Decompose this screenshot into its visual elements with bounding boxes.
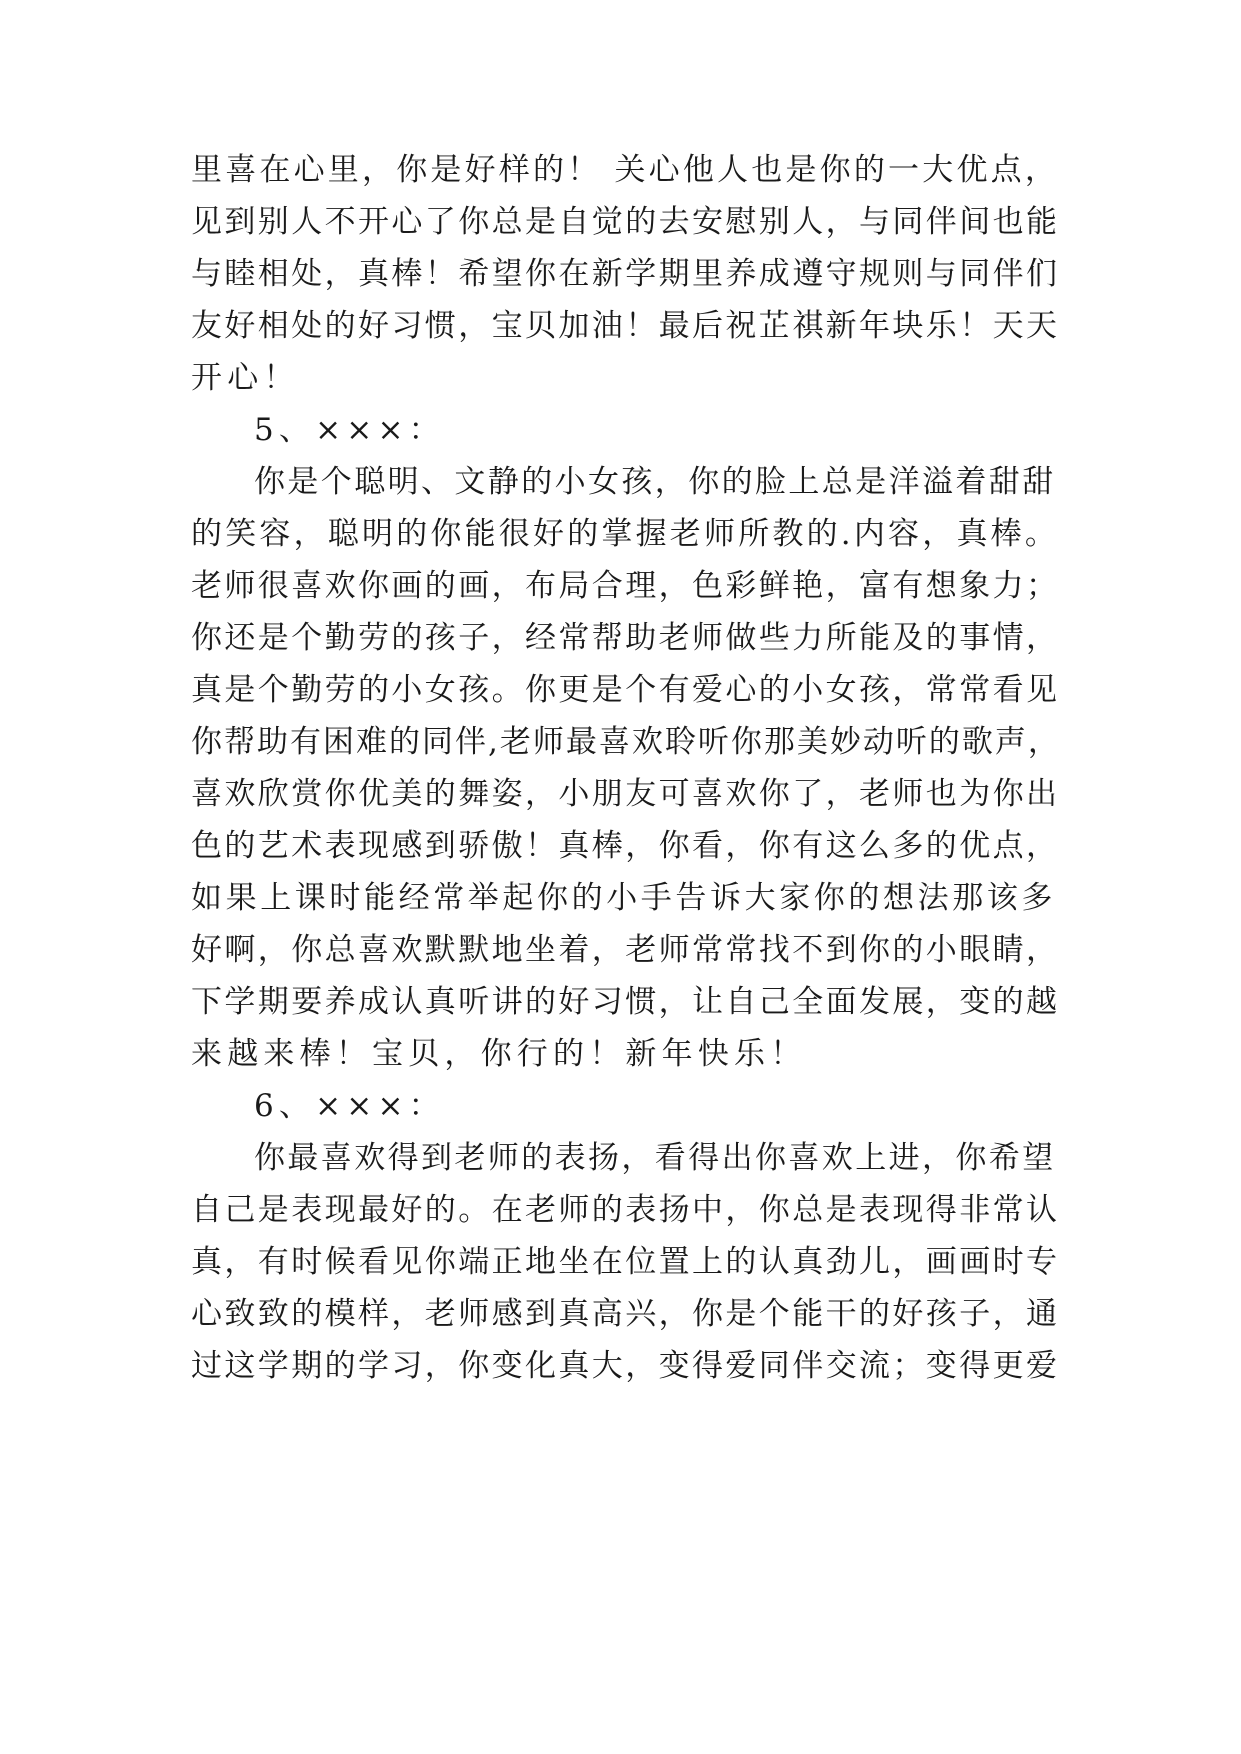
section-heading: 5、×××：: [254, 412, 445, 448]
text-line: 你还是个勤劳的孩子，经常帮助老师做些力所能及的事情，: [191, 620, 1060, 656]
text-line: 好啊，你总喜欢默默地坐着，老师常常找不到你的小眼睛，: [191, 932, 1060, 968]
text-line: 开心！: [191, 360, 300, 396]
text-line: 真是个勤劳的小女孩。你更是个有爱心的小女孩，常常看见: [191, 672, 1060, 708]
text-line: 的笑容，聪明的你能很好的掌握老师所教的.内容，真棒。: [191, 516, 1060, 552]
text-line: 过这学期的学习，你变化真大，变得爱同伴交流；变得更爱: [191, 1348, 1060, 1384]
text-line: 你帮助有困难的同伴,老师最喜欢聆听你那美妙动听的歌声，: [191, 724, 1061, 760]
text-line: 自己是表现最好的。在老师的表扬中，你总是表现得非常认: [191, 1192, 1060, 1228]
text-line: 友好相处的好习惯，宝贝加油！最后祝芷祺新年块乐！天天: [191, 308, 1060, 344]
text-line: 喜欢欣赏你优美的舞姿，小朋友可喜欢你了，老师也为你出: [191, 776, 1060, 812]
text-line: 真，有时候看见你端正地坐在位置上的认真劲儿，画画时专: [191, 1244, 1060, 1280]
text-line: 如果上课时能经常举起你的小手告诉大家你的想法那该多: [191, 880, 1056, 916]
text-line: 与睦相处，真棒！希望你在新学期里养成遵守规则与同伴们: [191, 256, 1060, 292]
text-line: 见到别人不开心了你总是自觉的去安慰别人，与同伴间也能: [191, 204, 1060, 240]
text-line: 下学期要养成认真听讲的好习惯，让自己全面发展，变的越: [191, 984, 1060, 1020]
text-line: 老师很喜欢你画的画，布局合理，色彩鲜艳，富有想象力；: [191, 568, 1060, 604]
text-line: 里喜在心里，你是好样的！ 关心他人也是你的一大优点，: [191, 152, 1060, 188]
text-line: 你最喜欢得到老师的表扬，看得出你喜欢上进，你希望: [254, 1140, 1056, 1176]
text-line: 心致致的模样，老师感到真高兴，你是个能干的好孩子，通: [191, 1296, 1060, 1332]
text-line: 来越来棒！宝贝，你行的！新年快乐！: [191, 1036, 807, 1072]
section-heading: 6、×××：: [254, 1088, 445, 1124]
text-line: 你是个聪明、文静的小女孩，你的脸上总是洋溢着甜甜: [254, 464, 1056, 500]
text-line: 色的艺术表现感到骄傲！真棒，你看，你有这么多的优点，: [191, 828, 1060, 864]
